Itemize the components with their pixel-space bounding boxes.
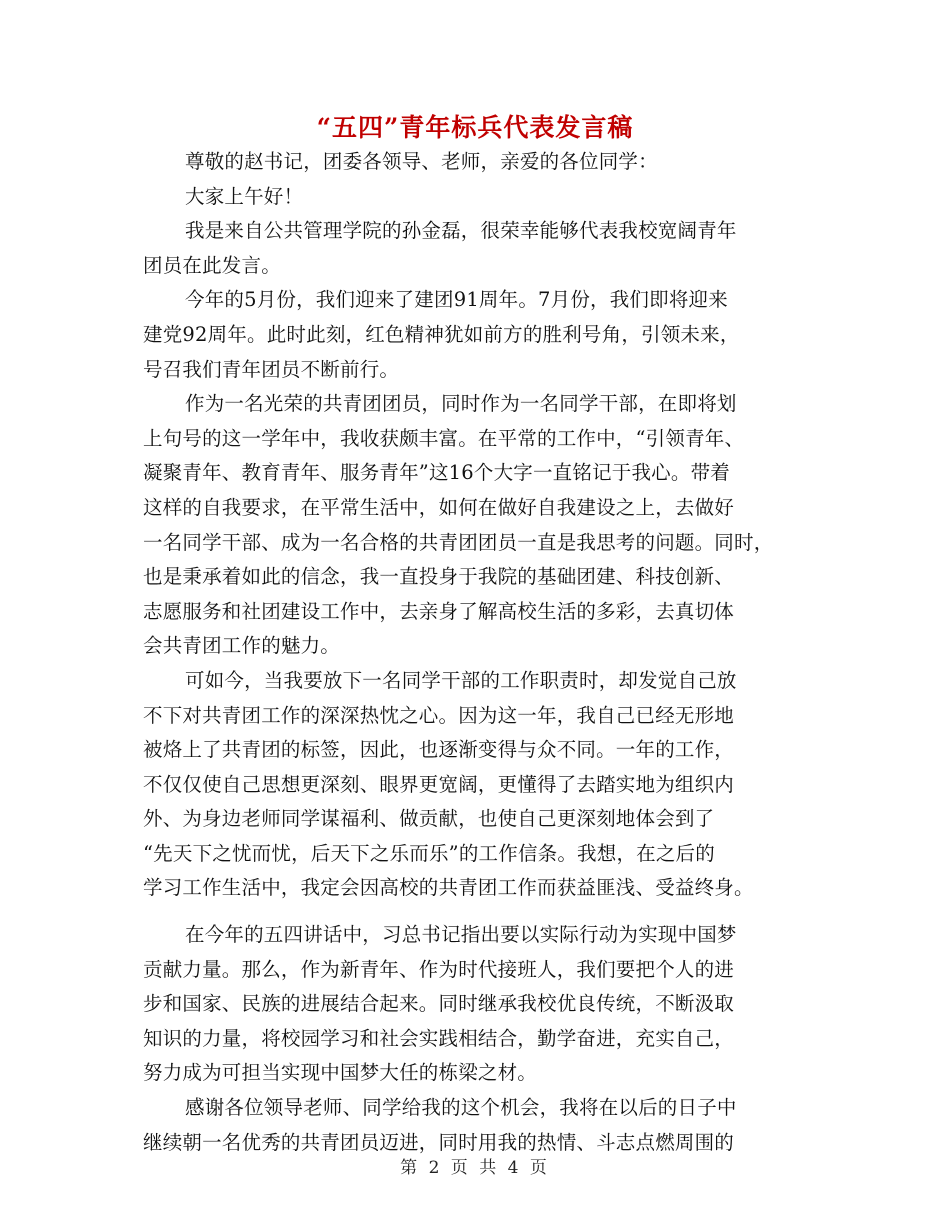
text-line: 这样的自我要求，在平常生活中，如何在做好自我建设之上，去做好 xyxy=(143,495,735,519)
text-line: 团员在此发言。 xyxy=(143,253,281,277)
text-line: “先天下之忧而忧，后天下之乐而乐”的工作信条。我想，在之后的 xyxy=(143,841,715,865)
text-line: 外、为身边老师同学谋福利、做贡献，也使自己更深刻地体会到了 xyxy=(143,807,715,831)
text-line: 被烙上了共青团的标签，因此，也逐渐变得与众不同。一年的工作， xyxy=(143,738,735,762)
text-line: 一名同学干部、成为一名合格的共青团团员一直是我思考的问题。同时， xyxy=(143,530,774,554)
text-line: 可如今，当我要放下一名同学干部的工作职责时，却发觉自己放 xyxy=(185,668,737,692)
document-title: “五四”青年标兵代表发言稿 xyxy=(316,113,634,142)
text-line: 感谢各位领导老师、同学给我的这个机会，我将在以后的日子中 xyxy=(185,1096,737,1120)
text-line: 努力成为可担当实现中国梦大任的栋梁之材。 xyxy=(143,1061,538,1085)
text-line: 不下对共青团工作的深深热忱之心。因为这一年，我自己已经无形地 xyxy=(143,703,735,727)
text-line: 大家上午好！ xyxy=(185,184,304,208)
text-line: 会共青团工作的魅力。 xyxy=(143,634,341,658)
text-line: 尊敬的赵书记，团委各领导、老师，亲爱的各位同学： xyxy=(185,150,658,173)
text-line: 步和国家、民族的进展结合起来。同时继承我校优良传统，不断汲取 xyxy=(143,992,735,1016)
text-line: 上句号的这一学年中，我收获颇丰富。在平常的工作中，“引领青年、 xyxy=(143,426,745,450)
text-line: 在今年的五四讲话中，习总书记指出要以实际行动为实现中国梦 xyxy=(185,923,737,947)
text-line: 今年的5月份，我们迎来了建团91周年。7月份，我们即将迎来 xyxy=(185,288,728,312)
text-line: 也是秉承着如此的信念，我一直投身于我院的基础团建、科技创新、 xyxy=(143,565,735,589)
text-line: 作为一名光荣的共青团团员，同时作为一名同学干部，在即将划 xyxy=(185,392,737,416)
text-line: 号召我们青年团员不断前行。 xyxy=(143,357,400,381)
text-line: 凝聚青年、教育青年、服务青年”这16个大字一直铭记于我心。带着 xyxy=(143,461,730,485)
text-line: 知识的力量，将校园学习和社会实践相结合，勤学奋进，充实自己， xyxy=(143,1026,735,1050)
text-line: 志愿服务和社团建设工作中，去亲身了解高校生活的多彩，去真切体 xyxy=(143,599,735,623)
paragraph-gap xyxy=(143,906,809,918)
text-line: 我是来自公共管理学院的孙金磊，很荣幸能够代表我校宽阔青年 xyxy=(185,219,737,243)
text-line: 继续朝一名优秀的共青团员迈进，同时用我的热情、斗志点燃周围的 xyxy=(143,1130,735,1154)
text-line: 建党92周年。此时此刻，红色精神犹如前方的胜利号角，引领未来， xyxy=(143,322,740,346)
document-body xyxy=(143,145,809,1160)
text-line: 不仅仅使自己思想更深刻、眼界更宽阔，更懂得了去踏实地为组织内 xyxy=(143,772,735,796)
text-line: 贡献力量。那么，作为新青年、作为时代接班人，我们要把个人的进 xyxy=(143,957,735,981)
text-line: 学习工作生活中，我定会因高校的共青团工作而获益匪浅、受益终身。 xyxy=(143,876,754,900)
page-indicator: 第 2 页 共 4 页 xyxy=(400,1158,550,1178)
